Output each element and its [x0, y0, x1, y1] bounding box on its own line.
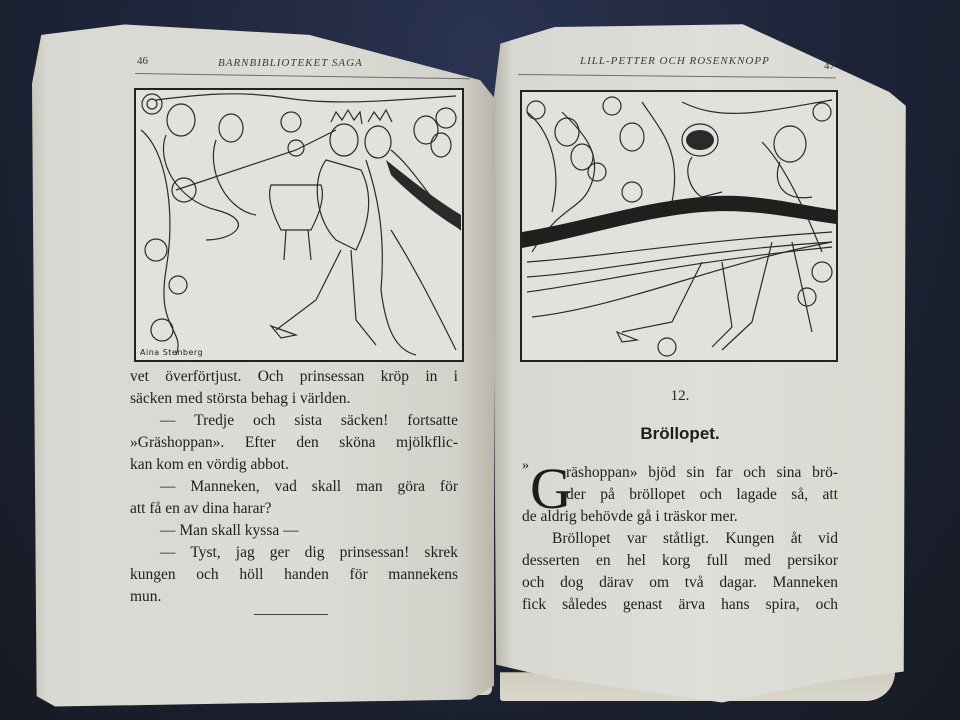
left-running-header: BARNBIBLIOTEKET SAGA	[218, 57, 363, 69]
prince-princess-drawing	[136, 90, 462, 360]
illustrator-signature: Aina Stenberg	[140, 348, 204, 357]
text-line: — Tredje och sista säcken! fortsatte	[160, 412, 458, 429]
chapter-number: 12.	[670, 388, 690, 404]
text-line: der på bröllopet och lagade så, att	[566, 486, 838, 503]
text-line: kungen och höll handen för mannekens	[130, 566, 458, 583]
right-illustration	[520, 90, 838, 362]
right-page-number: 47	[824, 60, 835, 72]
text-line: — Manneken, vad skall man göra för	[160, 478, 458, 495]
opening-quote-mark: »	[522, 458, 529, 473]
text-line: fick således genast ärva hans spira, och	[522, 596, 838, 613]
right-page-text	[522, 506, 838, 616]
text-line: mun.	[130, 588, 162, 605]
text-line: och dog därav om två dagar. Manneken	[522, 574, 838, 591]
left-page-number: 46	[137, 55, 148, 67]
text-line: Bröllopet var ståtligt. Kungen åt vid	[552, 530, 838, 547]
chapter-title: Bröllopet.	[640, 424, 720, 443]
drop-cap: G	[530, 456, 572, 521]
right-running-header: LILL-PETTER OCH ROSENKNOPP	[580, 55, 770, 67]
left-illustration	[134, 88, 464, 362]
text-line: säcken med största behag i världen.	[130, 390, 351, 407]
text-line: — Man skall kyssa —	[160, 522, 299, 539]
text-line: — Tyst, jag ger dig prinsessan! skrek	[160, 544, 458, 561]
text-line: kan kom en vördig abbot.	[130, 456, 289, 473]
text-line: att få en av dina harar?	[130, 500, 272, 517]
left-page-text	[130, 366, 458, 608]
text-line: desserten en hel korg full med persikor	[522, 552, 838, 569]
right-page-text-opening	[566, 462, 838, 506]
text-line: de aldrig behövde gå i träskor mer.	[522, 508, 738, 525]
text-line: »Gräshoppan». Efter den sköna mjölkflic-	[130, 434, 458, 451]
section-end-rule	[254, 614, 328, 615]
text-line: räshoppan» bjöd sin far och sina brö-	[566, 464, 838, 481]
wedding-procession-drawing	[522, 92, 836, 360]
text-line: vet överförtjust. Och prinsessan kröp in i	[130, 368, 458, 385]
